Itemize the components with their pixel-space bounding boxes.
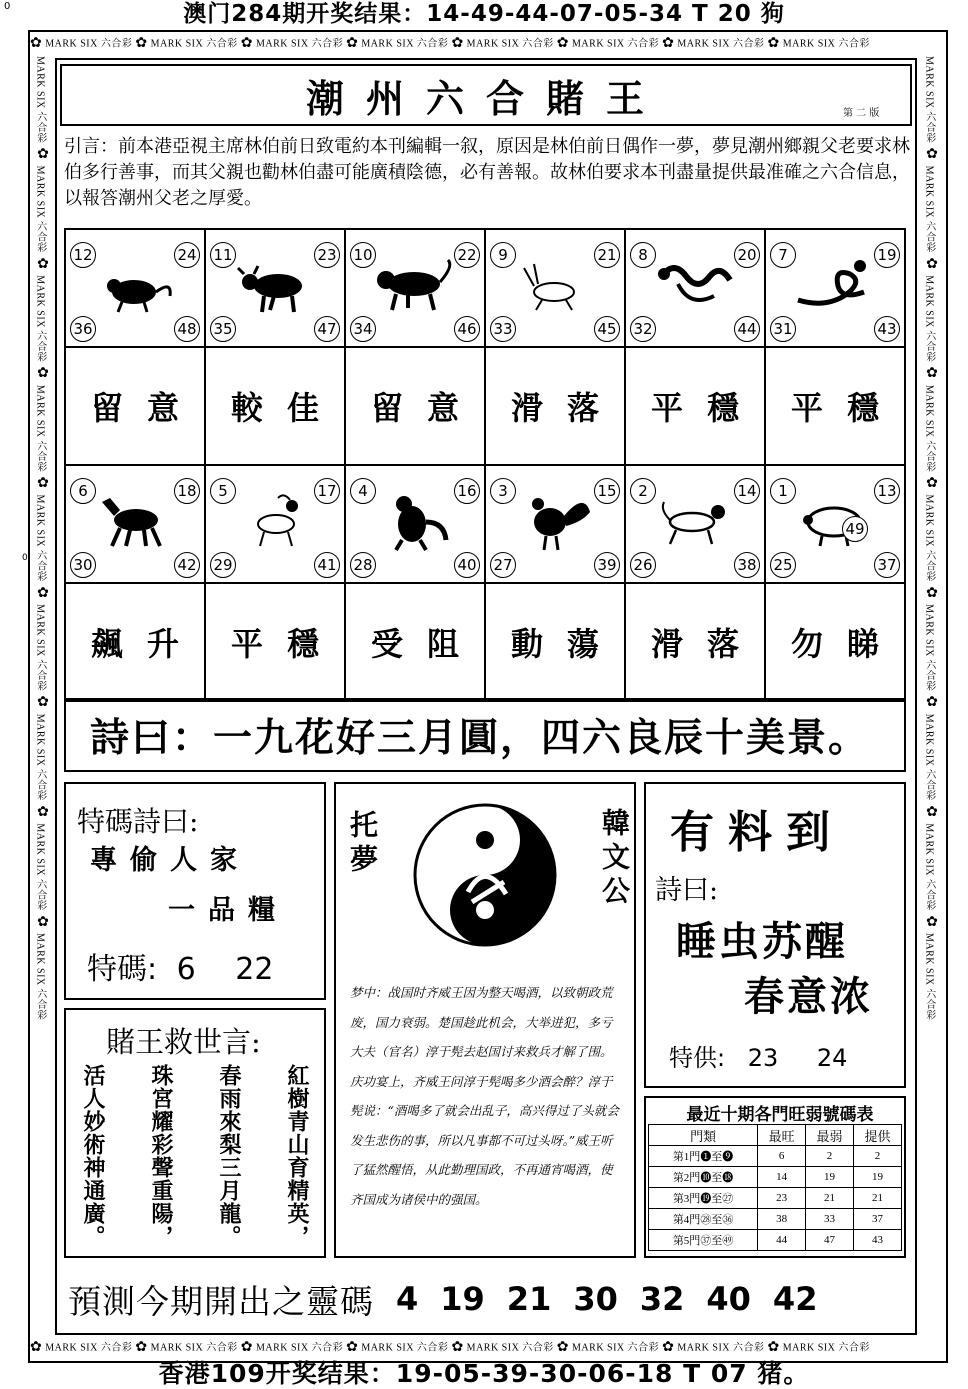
flower-icon: ✿ <box>924 584 939 602</box>
flower-icon: ✿ <box>240 1340 253 1355</box>
flower-icon: ✿ <box>924 803 939 821</box>
watermark-text: MARK SIX 六合彩 <box>150 1342 238 1354</box>
number-ball: 45 <box>594 316 620 342</box>
prediction-label: 預測今期開出之靈碼 <box>68 1281 374 1321</box>
goat-icon <box>234 492 314 554</box>
number-ball: 26 <box>630 552 656 578</box>
tip-line-2: 春意浓 <box>744 973 873 1020</box>
flower-icon: ✿ <box>451 1340 464 1355</box>
flower-icon: ✿ <box>924 694 939 711</box>
watermark-text: MARK SIX 六合彩 <box>34 165 46 253</box>
number-ball: 22 <box>454 242 480 268</box>
table-row <box>649 1209 902 1230</box>
ox-icon <box>234 256 314 318</box>
prediction-line <box>64 1268 906 1330</box>
watermark-text: MARK SIX 六合彩 <box>34 933 46 1021</box>
number-ball: 11 <box>210 242 236 268</box>
range-label: ❿至⓲ <box>700 1172 734 1184</box>
status-row-1 <box>66 348 904 466</box>
status-text: 平穩 <box>790 389 903 427</box>
door-label: 第4門 <box>672 1214 701 1226</box>
flower-icon: ✿ <box>556 1340 570 1355</box>
watermark-text: MARK SIX 六合彩 <box>923 823 935 911</box>
special-num: 6 <box>176 952 196 987</box>
number-ball: 25 <box>770 552 796 578</box>
door-cell <box>649 1188 758 1209</box>
watermark-text: MARK SIX 六合彩 <box>782 38 870 50</box>
number-ball: 40 <box>454 552 480 578</box>
number-ball: 35 <box>210 316 236 342</box>
number-ball: 44 <box>734 316 760 342</box>
watermark-text: MARK SIX 六合彩 <box>923 384 935 472</box>
number-ball: 6 <box>70 478 96 504</box>
flower-icon: ✿ <box>924 146 939 163</box>
watermark-text: MARK SIX 六合彩 <box>361 38 449 50</box>
min-cell: 19 <box>806 1167 854 1188</box>
zodiac-cell <box>206 230 346 346</box>
flower-icon: ✿ <box>135 36 148 51</box>
watermark-text: MARK SIX 六合彩 <box>34 713 46 801</box>
give-cell: 2 <box>854 1146 902 1167</box>
max-cell: 14 <box>758 1167 806 1188</box>
dream-left-title: 托夢 <box>346 810 379 878</box>
flower-icon: ✿ <box>924 913 939 930</box>
number-ball: 13 <box>874 478 900 504</box>
rat-icon <box>94 256 174 318</box>
watermark-text: MARK SIX 六合彩 <box>782 1342 870 1354</box>
give-cell: 19 <box>854 1167 902 1188</box>
number-ball: 21 <box>594 242 620 268</box>
flower-icon: ✿ <box>35 365 50 382</box>
prediction-number: 4 <box>396 1280 419 1318</box>
flower-icon: ✿ <box>556 36 570 51</box>
zodiac-cell <box>346 230 486 346</box>
number-ball: 19 <box>874 242 900 268</box>
watermark-text: MARK SIX 六合彩 <box>34 604 46 692</box>
number-ball: 18 <box>174 478 200 504</box>
table-row <box>649 1230 902 1251</box>
verse-column: 活人妙術神通廣。 <box>80 1064 106 1248</box>
number-ball: 32 <box>630 316 656 342</box>
stats-title: 最近十期各門旺弱號碼表 <box>686 1105 874 1125</box>
animal-row-2 <box>66 466 904 584</box>
verse-column: 珠宮耀彩聲重陽， <box>148 1064 174 1248</box>
number-ball: 49 <box>842 516 868 542</box>
give-cell: 43 <box>854 1230 902 1251</box>
flower-icon: ✿ <box>35 803 50 821</box>
number-ball: 1 <box>770 478 796 504</box>
table-row <box>649 1188 902 1209</box>
special-num: 22 <box>235 952 274 987</box>
number-ball: 7 <box>770 242 796 268</box>
number-ball: 41 <box>314 552 340 578</box>
number-ball: 33 <box>490 316 516 342</box>
tiger-icon <box>374 256 454 318</box>
special-heading: 特碼詩曰: <box>77 805 199 838</box>
door-cell <box>649 1230 758 1251</box>
range-label: ㊲至㊾ <box>700 1235 734 1247</box>
flower-icon: ✿ <box>35 475 50 492</box>
watermark-left <box>31 56 53 1336</box>
status-text: 滑落 <box>626 584 766 700</box>
flower-icon: ✿ <box>662 1340 675 1355</box>
number-ball: 29 <box>210 552 236 578</box>
number-ball: 28 <box>350 552 376 578</box>
door-label: 第1門 <box>672 1151 701 1163</box>
flower-icon: ✿ <box>35 913 50 930</box>
watermark-text: MARK SIX 六合彩 <box>255 38 344 50</box>
door-cell <box>649 1167 758 1188</box>
special-numbers <box>77 944 273 988</box>
tip-label: 特供: <box>669 1044 726 1072</box>
watermark-top <box>30 34 946 54</box>
status-text: 動蕩 <box>486 584 626 700</box>
tip-num: 24 <box>816 1044 848 1072</box>
number-ball: 3 <box>490 478 516 504</box>
bottom-result-banner: 香港109开奖结果：19-05-39-30-06-18 T 07 猪。 <box>158 1359 810 1388</box>
number-ball: 23 <box>314 242 340 268</box>
door-label: 第3門 <box>672 1193 701 1205</box>
give-cell: 21 <box>854 1188 902 1209</box>
top-result-text: 澳门284期开奖结果：14-49-44-07-05-34 T 20 狗 <box>183 1 785 27</box>
column-header: 最弱 <box>806 1125 854 1146</box>
status-text: 留意 <box>66 348 206 464</box>
flower-icon: ✿ <box>924 475 939 492</box>
side-marker: 0 <box>22 553 28 563</box>
status-text: 較佳 <box>206 348 346 464</box>
prediction-number: 40 <box>706 1280 751 1318</box>
status-text: 留意 <box>346 348 486 464</box>
watermark-text: MARK SIX 六合彩 <box>34 494 46 582</box>
zodiac-cell <box>626 230 766 346</box>
number-ball: 42 <box>174 552 200 578</box>
max-cell: 38 <box>758 1209 806 1230</box>
watermark-text: MARK SIX 六合彩 <box>34 56 46 144</box>
flower-icon: ✿ <box>35 694 50 711</box>
dream-right-title: 韓文公 <box>598 808 631 910</box>
dream-story: 梦中：战国时齐威王因为整天喝酒，以致朝政荒废，国力衰弱。楚国趁此机会，大举进犯，多亏大夫（官名）淳于髡去赵国讨来救兵才解了围。庆功宴上，齐威王问淳于髡喝多少酒会醉？淳于髡说：“酒喝多了就会出乱子，高兴得过了头就会发生悲伤的事，所以凡事都不可过头呀。”威王听了猛然醒悟，从此勤理国政，不再通宵喝酒，使齐国成为诸侯中的强国。 <box>350 985 619 1207</box>
number-ball: 20 <box>734 242 760 268</box>
watermark-text: MARK SIX 六合彩 <box>923 713 935 801</box>
zodiac-cell <box>766 466 904 582</box>
yin-yang-icon <box>410 800 560 950</box>
number-ball: 46 <box>454 316 480 342</box>
special-line-2: 一品糧 <box>168 895 288 926</box>
watermark-text: MARK SIX 六合彩 <box>34 275 46 363</box>
watermark-text: MARK SIX 六合彩 <box>361 1342 449 1354</box>
dog-icon <box>654 492 734 554</box>
special-label: 特碼: <box>87 952 158 987</box>
min-cell: 2 <box>806 1146 854 1167</box>
table-row <box>649 1167 902 1188</box>
verse-column: 春雨來梨三月龍。 <box>216 1064 242 1248</box>
prediction-number: 30 <box>573 1280 618 1318</box>
door-cell <box>649 1209 758 1230</box>
number-ball: 8 <box>630 242 656 268</box>
number-ball: 12 <box>70 242 96 268</box>
flower-icon: ✿ <box>451 36 464 51</box>
gambler-heading: 賭王救世言: <box>106 1025 261 1059</box>
watermark-text: MARK SIX 六合彩 <box>466 38 554 50</box>
number-ball: 39 <box>594 552 620 578</box>
table-row <box>649 1146 902 1167</box>
flower-icon: ✿ <box>35 584 50 602</box>
max-cell: 6 <box>758 1146 806 1167</box>
number-ball: 43 <box>874 316 900 342</box>
number-ball: 14 <box>734 478 760 504</box>
number-ball: 4 <box>350 478 376 504</box>
number-ball: 47 <box>314 316 340 342</box>
watermark-text: MARK SIX 六合彩 <box>923 933 935 1021</box>
watermark-text: MARK SIX 六合彩 <box>923 275 935 363</box>
prediction-number: 21 <box>506 1280 552 1318</box>
status-text: 平穩 <box>626 348 766 464</box>
column-header: 最旺 <box>758 1125 806 1146</box>
page-title: 潮州六合賭王 <box>60 64 912 126</box>
zodiac-cell <box>626 466 766 582</box>
range-label: ⓳至㉗ <box>700 1193 734 1205</box>
corner-marker: 0 <box>4 1 12 12</box>
watermark-text: MARK SIX 六合彩 <box>677 1342 765 1354</box>
flower-icon: ✿ <box>240 36 253 51</box>
tip-banner: 有料到 <box>670 807 844 858</box>
prediction-number: 32 <box>639 1280 685 1318</box>
snake-icon <box>794 256 874 318</box>
watermark-text: MARK SIX 六合彩 <box>45 38 133 50</box>
number-ball: 30 <box>70 552 96 578</box>
rabbit-icon <box>514 256 594 318</box>
number-ball: 31 <box>770 316 796 342</box>
zodiac-cell <box>486 230 626 346</box>
zodiac-cell <box>66 466 206 582</box>
number-ball: 34 <box>350 316 376 342</box>
flower-icon: ✿ <box>346 1340 359 1355</box>
column-header: 提供 <box>854 1125 902 1146</box>
watermark-text: MARK SIX 六合彩 <box>923 604 935 692</box>
rooster-icon <box>514 492 594 554</box>
horse-icon <box>94 492 174 554</box>
watermark-text: MARK SIX 六合彩 <box>923 56 935 144</box>
status-text: 受阻 <box>346 584 486 700</box>
tip-heading: 詩曰: <box>655 875 719 906</box>
number-ball: 48 <box>174 316 200 342</box>
dragon-icon <box>654 256 734 318</box>
flower-icon: ✿ <box>767 36 780 51</box>
max-cell: 23 <box>758 1188 806 1209</box>
tip-num: 23 <box>747 1044 779 1072</box>
flower-icon: ✿ <box>30 36 43 51</box>
number-ball: 10 <box>350 242 376 268</box>
zodiac-cell <box>766 230 904 346</box>
number-ball: 27 <box>490 552 516 578</box>
min-cell: 33 <box>806 1209 854 1230</box>
status-text: 平穩 <box>206 584 346 700</box>
flower-icon: ✿ <box>30 1340 43 1355</box>
zodiac-grid <box>64 228 906 702</box>
number-ball: 16 <box>454 478 480 504</box>
watermark-text: MARK SIX 六合彩 <box>45 1342 133 1354</box>
prediction-number: 19 <box>440 1280 485 1318</box>
number-ball: 24 <box>174 242 200 268</box>
give-cell: 37 <box>854 1209 902 1230</box>
column-header: 門類 <box>649 1125 758 1146</box>
flower-icon: ✿ <box>767 1340 780 1355</box>
number-ball: 17 <box>314 478 340 504</box>
status-text: 飆升 <box>66 584 206 700</box>
monkey-icon <box>374 492 454 554</box>
status-row-2 <box>66 584 904 700</box>
zodiac-cell <box>66 230 206 346</box>
status-text: 滑落 <box>486 348 626 464</box>
number-ball: 9 <box>490 242 516 268</box>
gambler-verses <box>80 1064 310 1252</box>
number-ball: 36 <box>70 316 96 342</box>
intro-text: 引言：前本港亞視主席林伯前日致電約本刊編輯一叙，原因是林伯前日偶作一夢，夢見潮州鄉親父老要求林伯多行善事，而其父親也勸林伯盡可能廣積陰德，必有善報。故林伯要求本刊盡量提供最准確之六合信息，以報答潮州父老之厚愛。 <box>64 136 910 209</box>
watermark-right <box>920 56 942 1336</box>
number-ball: 5 <box>210 478 236 504</box>
number-ball: 37 <box>874 552 900 578</box>
watermark-bottom <box>30 1338 946 1358</box>
range-label: ㉘至㊱ <box>700 1214 734 1226</box>
flower-icon: ✿ <box>924 255 939 273</box>
prediction-number: 42 <box>772 1280 818 1318</box>
door-label: 第2門 <box>672 1172 701 1184</box>
flower-icon: ✿ <box>662 36 675 51</box>
poem-banner: 詩曰：一九花好三月圓，四六良辰十美景。 <box>64 698 906 772</box>
status-text: 勿睇 <box>790 625 903 663</box>
watermark-text: MARK SIX 六合彩 <box>34 823 46 911</box>
door-label: 第5門 <box>672 1235 701 1247</box>
flower-icon: ✿ <box>35 255 50 273</box>
stats-table <box>648 1124 902 1251</box>
range-label: ❶至❾ <box>700 1151 734 1163</box>
watermark-text: MARK SIX 六合彩 <box>923 494 935 582</box>
number-ball: 2 <box>630 478 656 504</box>
animal-row-1 <box>66 230 904 348</box>
tip-line-1: 睡虫苏醒 <box>676 918 848 965</box>
watermark-text: MARK SIX 六合彩 <box>572 38 660 50</box>
zodiac-cell <box>486 466 626 582</box>
watermark-text: MARK SIX 六合彩 <box>150 38 238 50</box>
number-ball: 38 <box>734 552 760 578</box>
verse-column: 紅樹青山育精英， <box>284 1064 310 1248</box>
flower-icon: ✿ <box>924 365 939 382</box>
watermark-text: MARK SIX 六合彩 <box>466 1342 554 1354</box>
flower-icon: ✿ <box>346 36 359 51</box>
zodiac-cell <box>346 466 486 582</box>
watermark-text: MARK SIX 六合彩 <box>34 384 46 472</box>
watermark-text: MARK SIX 六合彩 <box>572 1342 660 1354</box>
number-ball: 15 <box>594 478 620 504</box>
min-cell: 21 <box>806 1188 854 1209</box>
watermark-text: MARK SIX 六合彩 <box>923 165 935 253</box>
watermark-text: MARK SIX 六合彩 <box>255 1342 344 1354</box>
top-result-banner <box>0 0 968 28</box>
special-line-1: 專偷人家 <box>90 845 250 876</box>
zodiac-cell <box>206 466 346 582</box>
tip-numbers <box>655 1038 847 1073</box>
flower-icon: ✿ <box>35 146 50 163</box>
edition-label: 第 二 版 <box>843 108 880 119</box>
max-cell: 44 <box>758 1230 806 1251</box>
flower-icon: ✿ <box>135 1340 148 1355</box>
table-header-row <box>649 1125 902 1146</box>
watermark-text: MARK SIX 六合彩 <box>677 38 765 50</box>
door-cell <box>649 1146 758 1167</box>
min-cell: 47 <box>806 1230 854 1251</box>
